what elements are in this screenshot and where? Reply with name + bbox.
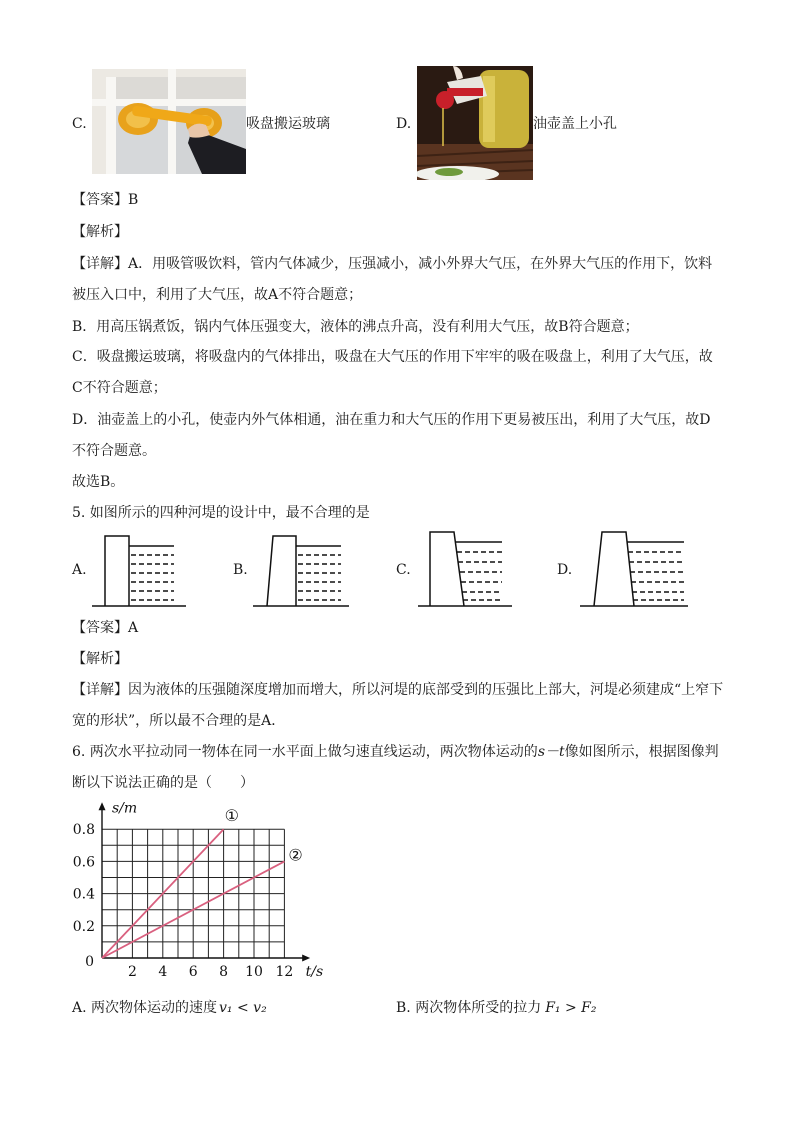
levee-a-diagram [92, 530, 188, 610]
option-c-caption: 吸盘搬运玻璃 [246, 116, 330, 132]
option-c-letter: C. [72, 116, 87, 132]
y-tick-label: 0.8 [72, 822, 95, 839]
q4-detail-line-7: 不符合题意。 [72, 443, 156, 459]
q4-detail-line-2: 被压入口中，利用了大气压，故A不符合题意； [72, 287, 363, 303]
q5-stem: 5. 如图所示的四种河堤的设计中，最不合理的是 [72, 505, 370, 521]
option-d-caption: 油壶盖上小孔 [533, 116, 617, 132]
x-axis-label: t/s [305, 964, 324, 980]
q4-detail-line-6: D．油壶盖上的小孔，使壶内外气体相通，油在重力和大气压的作用下更易被压出，利用了大气压，故D [72, 412, 711, 428]
q4-detail-line-4: C．吸盘搬运玻璃，将吸盘内的气体排出，吸盘在大气压的作用下牢牢的吸在吸盘上，利用了大气压，故 [72, 349, 713, 365]
q5-analysis-heading: 【解析】 [72, 651, 128, 667]
q6-option-a-text: A. 两次物体运动的速度 [72, 1000, 218, 1016]
q4-answer: 【答案】B [72, 192, 139, 208]
levee-c-diagram [418, 526, 514, 610]
q4-detail-line-1: 【详解】A．用吸管吸饮料，管内气体减少，压强减小，减小外界大气压，在外界大气压的作用下，饮料 [72, 256, 713, 272]
series-label-2: ② [288, 845, 303, 865]
x-tick-label: 8 [219, 964, 229, 980]
q6-option-a [72, 998, 267, 1018]
series-label-1: ① [224, 806, 239, 826]
q5-answer: 【答案】A [72, 620, 139, 636]
x-axis-arrow [302, 955, 310, 962]
x-tick-label: 2 [127, 964, 137, 980]
q5-option-c-letter: C. [396, 562, 411, 578]
origin-label: 0 [85, 954, 94, 970]
q4-analysis-heading: 【解析】 [72, 224, 128, 240]
x-tick-label: 4 [158, 964, 168, 980]
q6-stem-line-1 [72, 742, 719, 762]
q6-option-a-expr: v₁ < v₂ [219, 1000, 267, 1016]
suction-cup-illustration [92, 69, 246, 174]
x-tick-label: 12 [275, 964, 294, 980]
q6-option-b-text: B. 两次物体所受的拉力 [396, 1000, 542, 1016]
y-tick-label: 0.4 [72, 886, 95, 903]
q4-detail-line-5: C不符合题意； [72, 380, 167, 396]
q4-detail-line-3: B．用高压锅煮饭，锅内气体压强变大，液体的沸点升高，没有利用大气压，故B符合题意； [72, 319, 639, 335]
option-d-letter: D. [396, 116, 412, 132]
q6-stem-part-2: 像如图所示，根据图像判 [564, 744, 719, 760]
q6-option-b-expr: F₁ > F₂ [545, 1000, 597, 1016]
oil-pot-photo [417, 66, 533, 180]
q5-option-b-letter: B. [233, 562, 248, 578]
q5-option-d-letter: D. [557, 562, 573, 578]
oil-pot-illustration [417, 66, 533, 180]
suction-cup-photo [92, 69, 246, 174]
x-tick-label: 6 [188, 964, 198, 980]
chart-axes [99, 802, 311, 961]
q6-option-b [396, 998, 597, 1018]
q6-stem-line-2: 断以下说法正确的是（ ） [72, 775, 254, 791]
q5-detail-line-1: 【详解】因为液体的压强随深度增加而增大，所以河堤的底部受到的压强比上部大，河堤必须建成“上窄下 [72, 682, 724, 698]
q5-detail-line-2: 宽的形状”，所以最不合理的是A． [72, 713, 286, 729]
chart-grid [102, 829, 284, 958]
q5-option-a-letter: A. [72, 562, 87, 578]
q4-choice: 故选B。 [72, 474, 125, 490]
q6-stem-part-1: 6. 两次水平拉动同一物体在同一水平面上做匀速直线运动，两次物体运动的 [72, 744, 538, 760]
y-axis-label: s/m [112, 800, 138, 817]
x-tick-label: 10 [245, 964, 263, 980]
y-tick-label: 0.2 [72, 918, 95, 935]
levee-b-diagram [253, 530, 353, 610]
levee-d-diagram [580, 526, 690, 610]
s-t-chart [60, 795, 350, 985]
y-axis-arrow [99, 802, 106, 810]
y-tick-label: 0.6 [72, 854, 95, 871]
q6-stem-variable: s－t [537, 744, 565, 760]
